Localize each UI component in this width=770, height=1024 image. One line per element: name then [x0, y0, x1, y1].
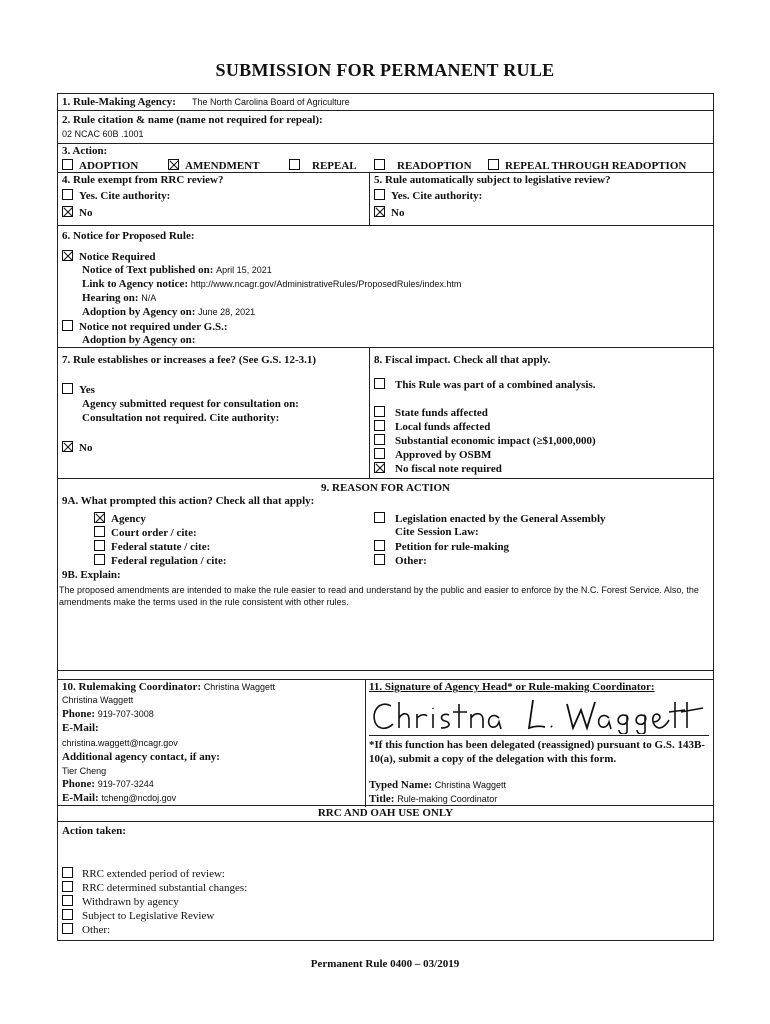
other-checkbox[interactable]	[374, 554, 385, 565]
notice-required[interactable]: Notice Required	[62, 250, 155, 263]
fiscal-osbm[interactable]: Approved by OSBM	[374, 448, 491, 461]
rrc-exempt-yes[interactable]: Yes. Cite authority:	[62, 189, 170, 202]
section-1	[58, 94, 713, 111]
rrc-exempt-no-checkbox[interactable]	[62, 206, 73, 217]
action-repeal-through-readoption[interactable]: REPEAL THROUGH READOPTION	[488, 159, 686, 172]
readoption-checkbox[interactable]	[374, 159, 385, 170]
rrc-extended[interactable]: RRC extended period of review:	[62, 867, 225, 880]
federal-regulation-checkbox[interactable]	[94, 554, 105, 565]
rrc-other-checkbox[interactable]	[62, 923, 73, 934]
additional-contact-label: Additional agency contact, if any:	[62, 751, 220, 763]
adoption-checkbox[interactable]	[62, 159, 73, 170]
coordinator-row: 10. Rulemaking Coordinator: Christina Waggett	[62, 681, 275, 693]
substantial-impact-checkbox[interactable]	[374, 434, 385, 445]
notice-not-required-checkbox[interactable]	[62, 320, 73, 331]
repeal-checkbox[interactable]	[289, 159, 300, 170]
state-funds-checkbox[interactable]	[374, 406, 385, 417]
fiscal-no-note[interactable]: No fiscal note required	[374, 462, 502, 475]
osbm-checkbox[interactable]	[374, 448, 385, 459]
form-footer: Permanent Rule 0400 – 03/2019	[310, 958, 460, 970]
fee-no[interactable]: No	[62, 441, 92, 454]
rule-citation-value[interactable]: 02 NCAC 60B .1001	[62, 129, 144, 139]
title-row: Title: Rule-making Coordinator	[369, 793, 498, 805]
explain-text[interactable]: The proposed amendments are intended to make the rule easier to read and understand by the public and easier to enforce by the N.C. Forest Service. Also, the amendments make the terms used in the rule consistent with other rules.	[59, 585, 699, 607]
coordinator-name-line2[interactable]: Christina Waggett	[62, 695, 134, 705]
hearing-value[interactable]: N/A	[141, 293, 157, 303]
divider	[369, 173, 370, 226]
legislative-review-label: 5. Rule automatically subject to legislative review?	[374, 174, 611, 186]
consult-line-2: Consultation not required. Cite authority:	[82, 412, 280, 424]
section-6-notice	[58, 226, 713, 348]
divider	[369, 348, 370, 479]
federal-statute-checkbox[interactable]	[94, 540, 105, 551]
section-2	[58, 111, 713, 144]
typed-name-value[interactable]: Christina Waggett	[434, 780, 506, 790]
section-4-5	[58, 173, 713, 226]
adoption-value[interactable]: June 28, 2021	[198, 307, 256, 317]
signature-image	[369, 696, 709, 734]
notice-not-required[interactable]: Notice not required under G.S.:	[62, 320, 228, 333]
q9a-label: 9A. What prompted this action? Check all that apply:	[62, 495, 315, 507]
section-9-reason	[58, 479, 713, 671]
rrc-other[interactable]: Other:	[62, 923, 110, 936]
rule-citation-label: 2. Rule citation & name (name not required for repeal):	[62, 114, 323, 126]
phone-value[interactable]: 919-707-3008	[97, 709, 154, 719]
email-label: E-Mail:	[62, 722, 99, 734]
adoption2-row: Adoption by Agency on:	[82, 334, 196, 346]
phone2-value[interactable]: 919-707-3244	[97, 779, 154, 789]
email2-value[interactable]: tcheng@ncdoj.gov	[101, 793, 177, 803]
session-law: Cite Session Law:	[395, 526, 479, 538]
action-label: 3. Action:	[62, 145, 108, 157]
rrc-withdrawn-checkbox[interactable]	[62, 895, 73, 906]
legislative-review-no-checkbox[interactable]	[374, 206, 385, 217]
fiscal-state-funds[interactable]: State funds affected	[374, 406, 488, 419]
divider	[365, 680, 366, 807]
legislative-review-no[interactable]: No	[374, 206, 404, 219]
rrc-legislative[interactable]: Subject to Legislative Review	[62, 909, 214, 922]
rrc-withdrawn[interactable]: Withdrawn by agency	[62, 895, 179, 908]
reason-header: 9. REASON FOR ACTION	[321, 482, 450, 494]
repeal-through-readoption-checkbox[interactable]	[488, 159, 499, 170]
reason-agency[interactable]: Agency	[94, 512, 146, 525]
hearing-row: Hearing on: N/A	[82, 292, 157, 304]
agency-label: 1. Rule-Making Agency:	[62, 96, 176, 108]
phone-row: Phone: 919-707-3008	[62, 708, 154, 720]
reason-other[interactable]: Other:	[374, 554, 427, 567]
reason-legislation[interactable]: Legislation enacted by the General Assembly	[374, 512, 606, 525]
rrc-legislative-checkbox[interactable]	[62, 909, 73, 920]
fiscal-combined-checkbox[interactable]	[374, 378, 385, 389]
reason-court-order[interactable]: Court order / cite:	[94, 526, 197, 539]
typed-name-row: Typed Name: Christina Waggett	[369, 779, 506, 791]
delegation-note: *If this function has been delegated (reassigned) pursuant to G.S. 143B-10(a), submit a copy of the delegation with this form.	[369, 739, 705, 765]
fee-label: 7. Rule establishes or increases a fee? (See G.S. 12-3.1)	[62, 354, 317, 366]
legislative-review-yes-checkbox[interactable]	[374, 189, 385, 200]
published-row: Notice of Text published on: April 15, 2021	[82, 264, 272, 276]
action-repeal[interactable]: REPEAL	[289, 159, 357, 172]
action-adoption[interactable]: ADOPTION	[62, 159, 138, 172]
no-fiscal-note-checkbox[interactable]	[374, 462, 385, 473]
consult-line-1: Agency submitted request for consultation on:	[82, 398, 299, 410]
published-value[interactable]: April 15, 2021	[216, 265, 272, 275]
local-funds-checkbox[interactable]	[374, 420, 385, 431]
rrc-exempt-yes-checkbox[interactable]	[62, 189, 73, 200]
agency-value[interactable]: The North Carolina Board of Agriculture	[192, 97, 350, 107]
agency-checkbox[interactable]	[94, 512, 105, 523]
q9b-label: 9B. Explain:	[62, 569, 121, 581]
link-value[interactable]: http://www.ncagr.gov/AdministrativeRules/ProposedRules/index.htm	[190, 279, 462, 289]
rrc-substantial[interactable]: RRC determined substantial changes:	[62, 881, 247, 894]
section-3-action	[58, 144, 713, 173]
fiscal-local-funds[interactable]: Local funds affected	[374, 420, 490, 433]
reason-federal-statute[interactable]: Federal statute / cite:	[94, 540, 210, 553]
rrc-substantial-checkbox[interactable]	[62, 881, 73, 892]
section-10-11	[58, 679, 713, 806]
fee-yes-checkbox[interactable]	[62, 383, 73, 394]
fiscal-impact-label: 8. Fiscal impact. Check all that apply.	[374, 354, 551, 366]
legislation-checkbox[interactable]	[374, 512, 385, 523]
email-value[interactable]: christina.waggett@ncagr.gov	[62, 738, 178, 748]
signature-label: 11. Signature of Agency Head* or Rule-making Coordinator:	[369, 681, 655, 693]
rrc-exempt-no[interactable]: No	[62, 206, 92, 219]
additional-contact-value[interactable]: Tier Cheng	[62, 766, 107, 776]
rrc-exempt-label: 4. Rule exempt from RRC review?	[62, 174, 224, 186]
reason-petition[interactable]: Petition for rule-making	[374, 540, 509, 553]
action-readoption[interactable]: READOPTION	[374, 159, 472, 172]
amendment-checkbox[interactable]	[168, 159, 179, 170]
fee-yes[interactable]: Yes	[62, 383, 95, 396]
action-amendment[interactable]: AMENDMENT	[168, 159, 260, 172]
coordinator-value[interactable]: Christina Waggett	[203, 682, 275, 692]
link-row: Link to Agency notice: http://www.ncagr.gov/AdministrativeRules/ProposedRules/index.htm	[82, 278, 462, 290]
adoption-row: Adoption by Agency on: June 28, 2021	[82, 306, 256, 318]
signature-line	[369, 735, 709, 736]
email2-row: E-Mail: tcheng@ncdoj.gov	[62, 792, 177, 804]
rrc-header: RRC AND OAH USE ONLY	[317, 807, 454, 819]
action-taken-label: Action taken:	[62, 825, 126, 837]
notice-required-checkbox[interactable]	[62, 250, 73, 261]
court-order-checkbox[interactable]	[94, 526, 105, 537]
rrc-divider	[58, 821, 713, 822]
phone2-row: Phone: 919-707-3244	[62, 778, 154, 790]
title-value[interactable]: Rule-making Coordinator	[397, 794, 498, 804]
fee-no-checkbox[interactable]	[62, 441, 73, 452]
section-7-8	[58, 348, 713, 479]
form-title: SUBMISSION FOR PERMANENT RULE	[215, 60, 555, 80]
petition-checkbox[interactable]	[374, 540, 385, 551]
rrc-extended-checkbox[interactable]	[62, 867, 73, 878]
signature[interactable]	[369, 696, 709, 734]
rule-form	[57, 93, 714, 941]
notice-label: 6. Notice for Proposed Rule:	[62, 230, 195, 242]
legislative-review-yes[interactable]: Yes. Cite authority:	[374, 189, 482, 202]
fiscal-substantial[interactable]: Substantial economic impact (≥$1,000,000)	[374, 434, 596, 447]
reason-federal-regulation[interactable]: Federal regulation / cite:	[94, 554, 227, 567]
fiscal-combined[interactable]: This Rule was part of a combined analysis.	[374, 378, 595, 391]
